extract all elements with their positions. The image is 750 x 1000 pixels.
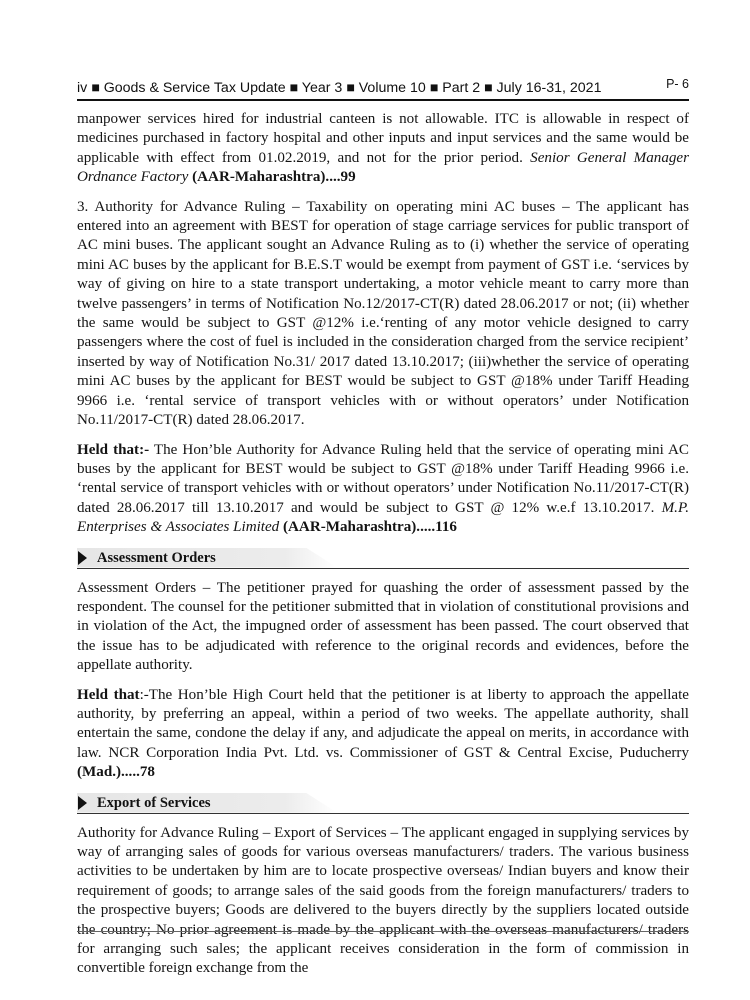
running-header bbox=[77, 77, 689, 101]
paragraph-held-mini-ac-buses bbox=[77, 441, 689, 538]
case-citation: (AAR-Maharashtra).....116 bbox=[279, 519, 457, 536]
paragraph-mini-ac-buses: 3. Authority for Advance Ruling – Taxability on operating mini AC buses – The applicant has entered into an agreement with BEST for operation of stage carriage services for public transport of AC mini buses. The applicant sought an Advance Ruling as to (i) whether the service of operating mini AC buses by the applicant for B.E.S.T would be exempt from payment of GST i.e. ‘services by way of giving on hire to a state transport undertaking, a motor vehicle meant to carry more than twelve passengers’ in terms of Notification No.12/2017-CT(R) dated 28.06.2017 or not; (ii) whether the same would be subject to GST @12% i.e.‘renting of any motor vehicle designed to carry passengers where the cost of fuel is included in the consideration charged from the service recipient’ inserted by way of Notification No.31/ 2017 dated 13.10.2017; (iii)whether the service of operating mini AC buses by the applicant for BEST would be subject to GST @18% under Tariff Heading 9966 i.e. ‘rental service of transport vehicles with or without operators’ under Notification No.11/2017-CT(R) dated 28.06.2017. bbox=[77, 198, 689, 429]
paragraph-assessment-orders: Assessment Orders – The petitioner prayed for quashing the order of assessment passed by the respondent. The counsel for the petitioner submitted that in violation of constitutional provisions and in violation of the Act, the impugned order of assessment has been passed. The court observed that the issue has to be adjudicated with reference to the original records and evidences, before the appellate authority. bbox=[77, 579, 689, 674]
held-that-label: Held that:- bbox=[77, 441, 150, 458]
party-name: Senior General Manager Ordnance Factory bbox=[77, 149, 689, 186]
page-number: P- 6 bbox=[666, 77, 689, 91]
publication-title: iv ■ Goods & Service Tax Update ■ Year 3 ■ Volume 10 ■ Part 2 ■ July 16-31, 2021 bbox=[77, 80, 602, 96]
party-name: M.P. Enterprises & Associates Limited bbox=[77, 499, 689, 536]
section-title: Assessment Orders bbox=[97, 549, 216, 566]
paragraph-export-of-services: Authority for Advance Ruling – Export of Services – The applicant engaged in supplying services by way of arranging sales of goods for various overseas manufacturers/ traders. The various business activities to be undertaken by him are to locate prospective overseas/ Indian buyers and know their requirement of goods; to arrange sales of the said goods from the foreign manufacturers/ traders to the prospective buyers; Goods are delivered to the buyers directly by the suppliers located outside the country; No prior agreement is made by the applicant with the overseas manufacturers/ traders for arranging such sales; the applicant receives consideration in the form of commission in convertible foreign exchange from the bbox=[77, 824, 689, 977]
section-heading-assessment-orders bbox=[77, 548, 689, 569]
section-title: Export of Services bbox=[97, 794, 211, 811]
section-heading-export-of-services bbox=[77, 793, 689, 814]
triangle-bullet-icon bbox=[78, 796, 87, 810]
paragraph-text: :-The Hon’ble High Court held that the petitioner is at liberty to approach the appellate authority, by preferring an appeal, within a period of two weeks. The appellate authority, shall entertain the same, condone the delay if any, and adjudicate the appeal on merits, in accordance with law. NCR Corporation India Pvt. Ltd. vs. Commissioner of GST & Central Excise, Puducherry bbox=[77, 686, 689, 761]
paragraph-text: manpower services hired for industrial canteen is not allowable. ITC is allowable in respect of medicines purchased in factory hospital and other inputs and input services and the same would be applicable with effect from 01.02.2019, and not for the prior period. bbox=[77, 111, 689, 166]
paragraph-held-assessment bbox=[77, 686, 689, 783]
paragraph-text: The Hon’ble Authority for Advance Ruling held that the service of operating mini AC buses by the applicant for BEST would be subject to GST @18% under Tariff Heading 9966 i.e. ‘rental service of transport vehicles with or without operators’ under Notification No.11/2017-CT(R) dated 28.06.2017 till 13.10.2017 and would be subject to GST @ 12% w.e.f 13.10.2017. bbox=[77, 441, 689, 516]
case-citation: (Mad.).....78 bbox=[77, 764, 155, 781]
paragraph-itc-canteen bbox=[77, 110, 689, 188]
article-body bbox=[77, 110, 689, 989]
case-citation: (AAR-Maharashtra)....99 bbox=[188, 169, 356, 186]
footer-divider bbox=[77, 931, 689, 932]
triangle-bullet-icon bbox=[78, 551, 87, 565]
held-that-label: Held that bbox=[77, 686, 140, 703]
